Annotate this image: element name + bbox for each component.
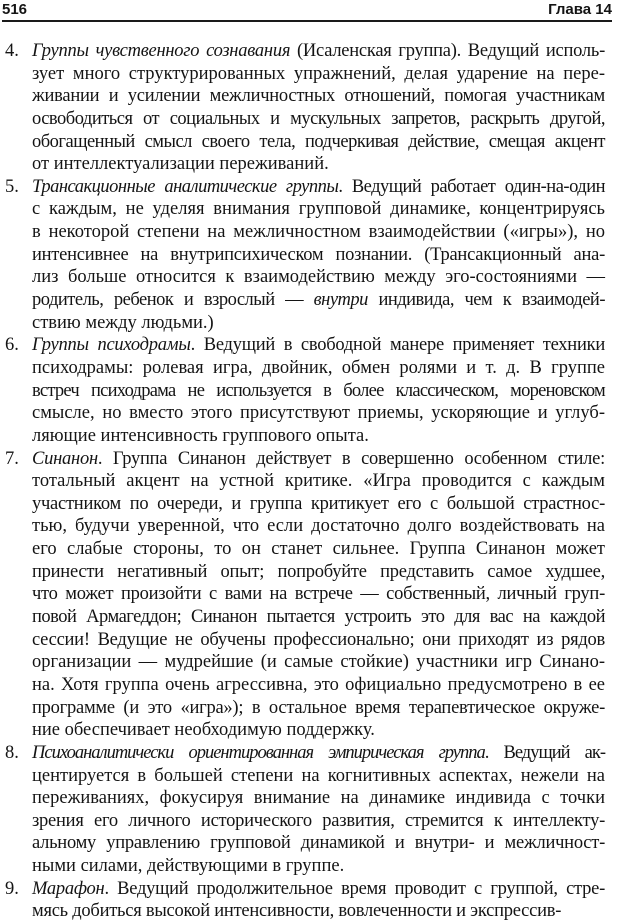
- text-run: альному управлению групповой динамикой и внутри- и межличност-: [32, 833, 605, 854]
- text-run: программе (и это «игра»); в остальное время терапевтическое окруже-: [32, 697, 605, 718]
- text-run: организации — мудрейшие (и самые стойкие) участники игр Синано-: [32, 652, 605, 673]
- text-line: [32, 878, 605, 901]
- page-number: 516: [2, 1, 28, 18]
- text-line: [32, 493, 605, 516]
- text-run: интенсивнее на внутрипсихическом познании. (Трансакционный ана-: [32, 244, 605, 265]
- text-run: освободиться от социальных и мускульных запретов, раскрыть другой,: [32, 108, 605, 129]
- text-line: [32, 697, 605, 720]
- text-run: принести негативный опыт; попробуйте представить самое худшее,: [32, 561, 605, 582]
- text-run: с каждым, не уделяя внимания групповой динамике, концентрируясь: [32, 199, 605, 220]
- text-run: тотальный акцент на устной критике. «Игра проводится с каждым: [32, 471, 605, 492]
- text-line: [32, 153, 605, 176]
- text-line: [32, 334, 605, 357]
- text-line: [32, 425, 605, 448]
- text-line: [32, 85, 605, 108]
- item-text: [32, 40, 605, 176]
- text-run: в некоторой степени на межличностном взаимодействии («игры»), но: [32, 222, 605, 243]
- text-run: от интеллектуализации переживаний.: [32, 154, 329, 175]
- text-line: [32, 515, 605, 538]
- italic-term: Трансакционные аналитические группы: [32, 176, 339, 197]
- text-run: зует много структурированных упражнений, делая ударение на пере-: [32, 63, 605, 84]
- list-item: [0, 742, 620, 878]
- item-number: 7.: [5, 448, 19, 469]
- text-run: . Ведущий работает один-на-один: [338, 176, 605, 197]
- text-line: [32, 810, 605, 833]
- italic-term: Группы чувственного сознавания: [32, 41, 291, 61]
- text-line: [32, 448, 605, 471]
- text-run: обогащенный смысл своего тела, подчеркивая действие, смещая акцент: [32, 131, 605, 152]
- text-run: психодрамы: ролевая игра, двойник, обмен ролями и т. д. В группе: [32, 357, 605, 378]
- text-line: [32, 629, 605, 652]
- item-number: 8.: [5, 742, 19, 763]
- text-run: ляющие интенсивность группового опыта.: [32, 425, 369, 446]
- text-run: сессии! Ведущие не обучены профессионально; они приходят из рядов: [32, 629, 605, 650]
- text-line: [32, 380, 605, 403]
- text-run: мясь добиться высокой интенсивности, вовлеченности и экспрессив-: [32, 901, 562, 922]
- item-text: [32, 176, 605, 334]
- item-text: [32, 878, 605, 923]
- chapter-title: Глава 14: [548, 1, 612, 18]
- text-run: что может произойти с вами на встрече — собственный, личный груп-: [32, 584, 605, 605]
- text-line: [32, 357, 605, 380]
- text-run: . Ведущий ак-: [484, 742, 605, 763]
- item-text: [32, 448, 605, 742]
- text-line: [32, 108, 605, 131]
- text-line: [32, 606, 605, 629]
- text-line: [32, 266, 605, 289]
- text-run: его слабые стороны, то он станет сильнее. Группа Синанон может: [32, 539, 605, 560]
- text-run: участником по очереди, и группа критикует его с большой страстнос-: [32, 493, 605, 514]
- text-line: [32, 538, 605, 561]
- text-run: тью, будучи уверенной, что если достаточно долго воздействовать на: [32, 516, 605, 537]
- text-line: [32, 765, 605, 788]
- text-run: повой Армагеддон; Синанон пытается устроить это для вас на каждой: [32, 607, 605, 628]
- italic-term: Марафон: [32, 878, 105, 899]
- list-item: [0, 878, 620, 923]
- italic-term: Группы психодрамы: [32, 335, 191, 356]
- text-line: [32, 674, 605, 697]
- text-run: зрения его личного исторического развития, стремится к интеллекту-: [32, 810, 605, 831]
- item-number: 4.: [5, 41, 19, 61]
- text-line: [32, 561, 605, 584]
- text-line: [32, 742, 605, 765]
- text-line: [32, 244, 605, 267]
- text-run: лиз больше относится к взаимодействию между эго-состояниями —: [32, 267, 605, 288]
- italic-term: Синанон: [32, 448, 98, 469]
- text-line: [32, 719, 605, 742]
- text-run: . Ведущий в свободной манере применяет техники: [190, 335, 605, 356]
- text-run: . Группа Синанон действует в совершенно особенном стиле:: [97, 448, 605, 469]
- text-line: [32, 40, 605, 63]
- text-run: ствию между людьми.): [32, 312, 214, 333]
- text-line: [32, 402, 605, 425]
- text-line: [32, 900, 605, 923]
- text-line: [32, 583, 605, 606]
- text-line: [32, 832, 605, 855]
- text-line: [32, 221, 605, 244]
- text-run: центируется в большей степени на когнитивных аспектах, нежели на: [32, 765, 605, 786]
- italic-term: внутри: [313, 290, 368, 311]
- text-line: [32, 787, 605, 810]
- item-text: [32, 742, 605, 878]
- list-item: [0, 448, 620, 742]
- running-head: [2, 0, 612, 20]
- text-run: встреч психодрама не используется в более классическом, мореновском: [32, 380, 605, 401]
- text-run: индивида, чем к взаимодей-: [367, 290, 605, 311]
- text-run: ние обеспечивает необходимую поддержку.: [32, 720, 375, 741]
- text-run: родитель, ребенок и взрослый —: [32, 290, 314, 311]
- item-text: [32, 334, 605, 447]
- header-rule: [2, 20, 612, 22]
- text-run: . Ведущий продолжительное время проводит с группой, стре-: [104, 878, 605, 899]
- text-line: [32, 289, 605, 312]
- text-line: [32, 470, 605, 493]
- text-run: ными силами, действующими в группе.: [32, 856, 345, 877]
- text-line: [32, 176, 605, 199]
- text-line: [32, 198, 605, 221]
- text-run: переживаниях, фокусируя внимание на динамике индивида с точки: [32, 788, 605, 809]
- text-line: [32, 131, 605, 154]
- numbered-list: [0, 40, 620, 923]
- text-run: живании и усилении межличностных отношений, помогая участникам: [32, 86, 605, 107]
- item-number: 5.: [5, 176, 19, 197]
- text-line: [32, 312, 605, 335]
- text-run: (Исаленская группа). Ведущий исполь-: [290, 41, 605, 61]
- list-item: [0, 176, 620, 334]
- item-number: 9.: [5, 878, 19, 899]
- text-run: на. Хотя группа очень агрессивна, это официально предусмотрено в ее: [32, 674, 605, 695]
- text-line: [32, 855, 605, 878]
- list-item: [0, 334, 620, 447]
- list-item: [0, 40, 620, 176]
- text-run: смысле, но вместо этого присутствуют приемы, ускоряющие и углуб-: [32, 403, 605, 424]
- item-number: 6.: [5, 335, 19, 356]
- text-line: [32, 651, 605, 674]
- italic-term: Психоаналитически ориентированная эмпирическая группа: [32, 742, 485, 763]
- text-line: [32, 63, 605, 86]
